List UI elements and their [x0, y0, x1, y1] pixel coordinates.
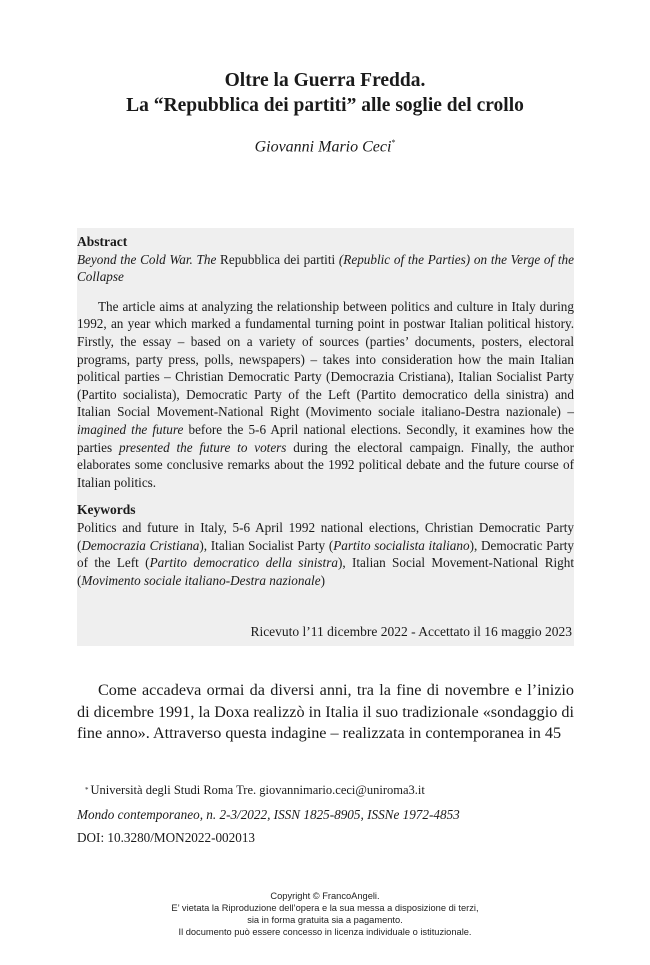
keywords-text — [77, 519, 574, 589]
abstract-body-italic-2: presented the future to voters — [118, 439, 287, 455]
copyright-line-2: E’ vietata la Riproduzione dell’opera e la sua messa a disposizione di terzi, — [171, 903, 479, 913]
keywords-italic-1: Democrazia Cristiana — [81, 537, 200, 553]
keywords-italic-4: Movimento sociale italiano-Destra nazionale — [81, 572, 321, 588]
abstract-subtitle-part-3: (Republic of the Parties) on the Verge of the Collapse — [77, 251, 575, 285]
keywords-part-2: ), Italian Socialist Party ( — [199, 537, 334, 553]
author-footnote-mark: * — [391, 138, 396, 147]
article-title-line-2: La “Repubblica dei partiti” alle soglie del crollo — [126, 95, 524, 116]
keywords-italic-2: Partito socialista italiano — [333, 537, 470, 553]
keywords-part-3: ), Democratic Party of the Left ( — [77, 537, 575, 571]
abstract-subtitle-part-2: Repubblica dei partiti — [220, 251, 336, 267]
abstract-body-part-3: during the electoral campaign. Finally, the author elaborates some conclusive remarks about the 1992 political debate and the future course of Italian politics. — [77, 439, 575, 490]
copyright-line-3: sia in forma gratuita sia a pagamento. — [247, 915, 403, 925]
abstract-body-part-1: The article aims at analyzing the relationship between politics and culture in Italy during 1992, an year which marked a fundamental turning point in postwar Italian political history. Firstly, the essay – based on a variety of sources (parties’ documents, posters, electoral programs, party press, polls, newspapers) – takes into consideration how the main Italian political parties – Christian Democratic Party (Democrazia Cristiana), Italian Socialist Party (Partito socialista), Democratic Party of the Left (Partito democratico della sinistra) and Italian Social Movement-National Right (Movimento sociale italiano-Destra nazionale) – — [77, 298, 574, 420]
received-accepted-dates: Ricevuto l’11 dicembre 2022 - Accettato il 16 maggio 2023 — [250, 624, 572, 639]
copyright-notice — [0, 890, 650, 938]
abstract-subtitle-part-1: Beyond the Cold War. The — [77, 251, 221, 267]
footnote-mark: * — [85, 786, 89, 794]
article-title-line-1: Oltre la Guerra Fredda. — [224, 70, 426, 91]
abstract-body — [77, 298, 574, 492]
footnote-text: Università degli Studi Roma Tre. giovannimario.ceci@uniroma3.it — [90, 783, 425, 797]
keywords-italic-3: Partito democratico della sinistra — [149, 555, 338, 571]
keywords-heading: Keywords — [77, 502, 136, 518]
abstract-content — [77, 228, 574, 589]
author-name-text: Giovanni Mario Ceci — [254, 138, 392, 156]
author-name — [0, 138, 650, 156]
abstract-body-part-2: before the 5-6 April national elections. Secondly, it examines how the parties — [77, 421, 575, 455]
journal-citation: Mondo contemporaneo, n. 2-3/2022, ISSN 1825-8905, ISSNe 1972-4853 — [77, 807, 460, 822]
body-paragraph: Come accadeva ormai da diversi anni, tra la fine di novembre e l’inizio di dicembre 1991, la Doxa realizzò in Italia il suo tradizionale «sondaggio di fine anno». Attraverso questa indagine – realizzata in contemporanea in 45 — [77, 681, 574, 742]
keywords-part-1: Politics and future in Italy, 5-6 April 1992 national elections, Christian Democratic Party ( — [77, 519, 574, 553]
abstract-heading: Abstract — [77, 234, 128, 249]
abstract-body-italic-1: imagined the future — [77, 421, 184, 437]
keywords-part-4: ), Italian Social Movement-National Right ( — [77, 555, 575, 588]
abstract-subtitle — [77, 251, 574, 286]
copyright-line-4: Il documento può essere concesso in licenza individuale o istituzionale. — [178, 927, 472, 937]
footnote — [77, 782, 574, 798]
copyright-line-1: Copyright © FrancoAngeli. — [270, 891, 380, 901]
abstract-box — [77, 228, 574, 646]
doi-line: DOI: 10.3280/MON2022-002013 — [77, 830, 256, 845]
keywords-part-5: ) — [320, 572, 325, 588]
